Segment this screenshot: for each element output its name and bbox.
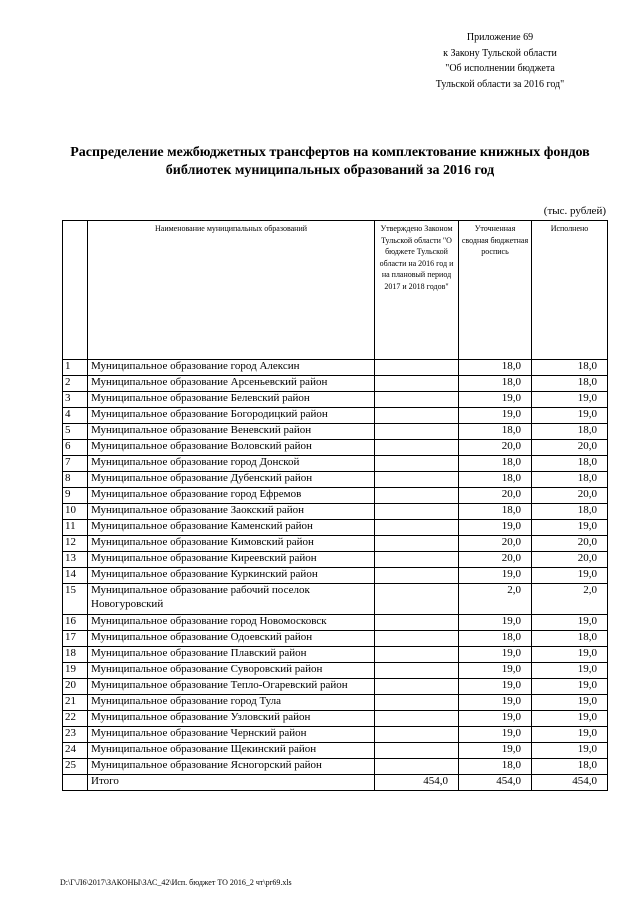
row-number: 14 (63, 568, 88, 584)
row-number: 3 (63, 392, 88, 408)
row-municipality-name: Муниципальное образование Воловский район (88, 440, 375, 456)
table-row (63, 504, 608, 520)
row-refined-value: 18,0 (459, 759, 532, 775)
row-number: 2 (63, 376, 88, 392)
row-refined-value: 19,0 (459, 615, 532, 631)
row-number: 22 (63, 711, 88, 727)
table-row (63, 392, 608, 408)
table-row (63, 488, 608, 504)
header-name: Наименование муниципальных образований (88, 221, 375, 360)
table-row (63, 552, 608, 568)
row-executed-value: 19,0 (532, 711, 608, 727)
row-approved-value (375, 568, 459, 584)
row-refined-value: 2,0 (459, 584, 532, 615)
row-approved-value (375, 376, 459, 392)
appendix-line: "Об исполнении бюджета (445, 63, 555, 74)
row-municipality-name: Муниципальное образование Суворовский район (88, 663, 375, 679)
title-line: Распределение межбюджетных трансфертов на комплектование книжных фондов (70, 145, 590, 160)
row-number: 17 (63, 631, 88, 647)
row-number: 16 (63, 615, 88, 631)
row-number: 21 (63, 695, 88, 711)
row-number: 9 (63, 488, 88, 504)
table-row (63, 584, 608, 615)
row-approved-value (375, 759, 459, 775)
row-executed-value: 20,0 (532, 536, 608, 552)
row-executed-value: 20,0 (532, 552, 608, 568)
table-row (63, 568, 608, 584)
row-refined-value: 19,0 (459, 568, 532, 584)
row-municipality-name: Муниципальное образование Куркинский район (88, 568, 375, 584)
row-refined-value: 20,0 (459, 552, 532, 568)
row-executed-value: 20,0 (532, 440, 608, 456)
row-municipality-name: Муниципальное образование Богородицкий район (88, 408, 375, 424)
appendix-line: Тульской области за 2016 год" (435, 78, 565, 90)
row-refined-value: 18,0 (459, 456, 532, 472)
row-executed-value: 18,0 (532, 504, 608, 520)
row-executed-value: 19,0 (532, 392, 608, 408)
row-number: 4 (63, 408, 88, 424)
total-number (63, 775, 88, 791)
row-executed-value: 18,0 (532, 631, 608, 647)
table-row (63, 520, 608, 536)
row-approved-value (375, 615, 459, 631)
row-refined-value: 20,0 (459, 440, 532, 456)
row-executed-value: 18,0 (532, 472, 608, 488)
row-number: 19 (63, 663, 88, 679)
table-row (63, 456, 608, 472)
row-executed-value: 18,0 (532, 456, 608, 472)
row-municipality-name: Муниципальное образование город Новомосковск (88, 615, 375, 631)
row-approved-value (375, 631, 459, 647)
appendix-line: к Закону Тульской области (443, 47, 557, 59)
row-approved-value (375, 360, 459, 376)
header-approved: Утверждено Законом Тульской области "О бюджете Тульской области на 2016 год и на плановый период 2017 и 2018 годов" (375, 221, 459, 360)
row-approved-value (375, 536, 459, 552)
row-refined-value: 18,0 (459, 360, 532, 376)
table-row (63, 408, 608, 424)
row-approved-value (375, 440, 459, 456)
total-approved-value: 454,0 (375, 775, 459, 791)
row-approved-value (375, 743, 459, 759)
row-refined-value: 19,0 (459, 408, 532, 424)
table-body (63, 360, 608, 791)
row-executed-value: 19,0 (532, 663, 608, 679)
row-municipality-name: Муниципальное образование Каменский район (88, 520, 375, 536)
row-approved-value (375, 647, 459, 663)
row-approved-value (375, 504, 459, 520)
row-municipality-name: Муниципальное образование Щекинский район (88, 743, 375, 759)
table-row (63, 647, 608, 663)
row-refined-value: 18,0 (459, 424, 532, 440)
row-approved-value (375, 695, 459, 711)
row-approved-value (375, 552, 459, 568)
row-refined-value: 18,0 (459, 376, 532, 392)
table-row (63, 424, 608, 440)
row-number: 23 (63, 727, 88, 743)
row-executed-value: 20,0 (532, 488, 608, 504)
header-number (63, 221, 88, 360)
row-executed-value: 18,0 (532, 360, 608, 376)
row-refined-value: 18,0 (459, 504, 532, 520)
row-executed-value: 19,0 (532, 743, 608, 759)
row-approved-value (375, 472, 459, 488)
table-row (63, 631, 608, 647)
row-refined-value: 19,0 (459, 711, 532, 727)
row-executed-value: 19,0 (532, 568, 608, 584)
table-row (63, 536, 608, 552)
table-row (63, 695, 608, 711)
row-number: 6 (63, 440, 88, 456)
row-municipality-name: Муниципальное образование Чернский район (88, 727, 375, 743)
row-refined-value: 20,0 (459, 488, 532, 504)
row-municipality-name: Муниципальное образование город Тула (88, 695, 375, 711)
row-approved-value (375, 663, 459, 679)
row-executed-value: 19,0 (532, 679, 608, 695)
row-municipality-name: Муниципальное образование Кимовский район (88, 536, 375, 552)
row-refined-value: 19,0 (459, 695, 532, 711)
row-municipality-name: Муниципальное образование Арсеньевский район (88, 376, 375, 392)
row-executed-value: 18,0 (532, 376, 608, 392)
row-refined-value: 20,0 (459, 536, 532, 552)
row-executed-value: 19,0 (532, 408, 608, 424)
table-total-row (63, 775, 608, 791)
table-row (63, 360, 608, 376)
row-executed-value: 18,0 (532, 759, 608, 775)
row-refined-value: 19,0 (459, 663, 532, 679)
row-executed-value: 19,0 (532, 695, 608, 711)
row-municipality-name: Муниципальное образование город Ефремов (88, 488, 375, 504)
transfers-table (62, 220, 608, 791)
row-approved-value (375, 711, 459, 727)
row-approved-value (375, 424, 459, 440)
header-executed: Исполнено (532, 221, 608, 360)
row-number: 25 (63, 759, 88, 775)
table-row (63, 615, 608, 631)
row-number: 10 (63, 504, 88, 520)
table-row (63, 711, 608, 727)
row-number: 24 (63, 743, 88, 759)
row-number: 8 (63, 472, 88, 488)
table-row (63, 743, 608, 759)
row-municipality-name: Муниципальное образование город Донской (88, 456, 375, 472)
row-number: 12 (63, 536, 88, 552)
row-approved-value (375, 408, 459, 424)
row-municipality-name: Муниципальное образование Заокский район (88, 504, 375, 520)
row-refined-value: 19,0 (459, 520, 532, 536)
document-title (40, 144, 620, 180)
row-municipality-name: Муниципальное образование Узловский район (88, 711, 375, 727)
row-executed-value: 19,0 (532, 727, 608, 743)
row-number: 20 (63, 679, 88, 695)
table-row (63, 679, 608, 695)
row-municipality-name: Муниципальное образование Белевский район (88, 392, 375, 408)
table-header-row (63, 221, 608, 360)
row-approved-value (375, 392, 459, 408)
row-number: 7 (63, 456, 88, 472)
row-municipality-name: Муниципальное образование Дубенский район (88, 472, 375, 488)
row-refined-value: 19,0 (459, 679, 532, 695)
row-number: 13 (63, 552, 88, 568)
total-refined-value: 454,0 (459, 775, 532, 791)
row-refined-value: 19,0 (459, 647, 532, 663)
appendix-line: Приложение 69 (466, 32, 534, 43)
table-row (63, 727, 608, 743)
units-label: (тыс. рублей) (543, 205, 606, 217)
row-executed-value: 19,0 (532, 647, 608, 663)
row-approved-value (375, 520, 459, 536)
row-approved-value (375, 679, 459, 695)
table-row (63, 759, 608, 775)
appendix-block (400, 30, 600, 92)
row-refined-value: 19,0 (459, 392, 532, 408)
row-number: 18 (63, 647, 88, 663)
row-municipality-name: Муниципальное образование Одоевский район (88, 631, 375, 647)
row-number: 5 (63, 424, 88, 440)
table-row (63, 440, 608, 456)
row-executed-value: 19,0 (532, 520, 608, 536)
file-path-footer: D:\Г\Л6\2017\ЗАКОНЫ\ЗАС_42\Исп. бюджет ТО 2016_2 чт\pr69.xls (60, 878, 292, 887)
row-municipality-name: Муниципальное образование Киреевский район (88, 552, 375, 568)
row-refined-value: 18,0 (459, 472, 532, 488)
table-row (63, 663, 608, 679)
row-executed-value: 19,0 (532, 615, 608, 631)
row-approved-value (375, 727, 459, 743)
total-executed-value: 454,0 (532, 775, 608, 791)
row-refined-value: 19,0 (459, 743, 532, 759)
title-line: библиотек муниципальных образований за 2016 год (165, 163, 495, 178)
table-row (63, 472, 608, 488)
row-refined-value: 19,0 (459, 727, 532, 743)
row-number: 15 (63, 584, 88, 615)
total-label: Итого (88, 775, 375, 791)
row-approved-value (375, 456, 459, 472)
row-number: 1 (63, 360, 88, 376)
row-approved-value (375, 488, 459, 504)
row-municipality-name: Муниципальное образование Тепло-Огаревский район (88, 679, 375, 695)
row-municipality-name: Муниципальное образование рабочий поселок Новогуровский (88, 584, 375, 615)
row-refined-value: 18,0 (459, 631, 532, 647)
row-approved-value (375, 584, 459, 615)
row-municipality-name: Муниципальное образование город Алексин (88, 360, 375, 376)
row-municipality-name: Муниципальное образование Ясногорский район (88, 759, 375, 775)
row-number: 11 (63, 520, 88, 536)
row-municipality-name: Муниципальное образование Плавский район (88, 647, 375, 663)
header-refined: Уточненная сводная бюджетная роспись (459, 221, 532, 360)
row-executed-value: 18,0 (532, 424, 608, 440)
table-row (63, 376, 608, 392)
row-municipality-name: Муниципальное образование Веневский район (88, 424, 375, 440)
row-executed-value: 2,0 (532, 584, 608, 615)
